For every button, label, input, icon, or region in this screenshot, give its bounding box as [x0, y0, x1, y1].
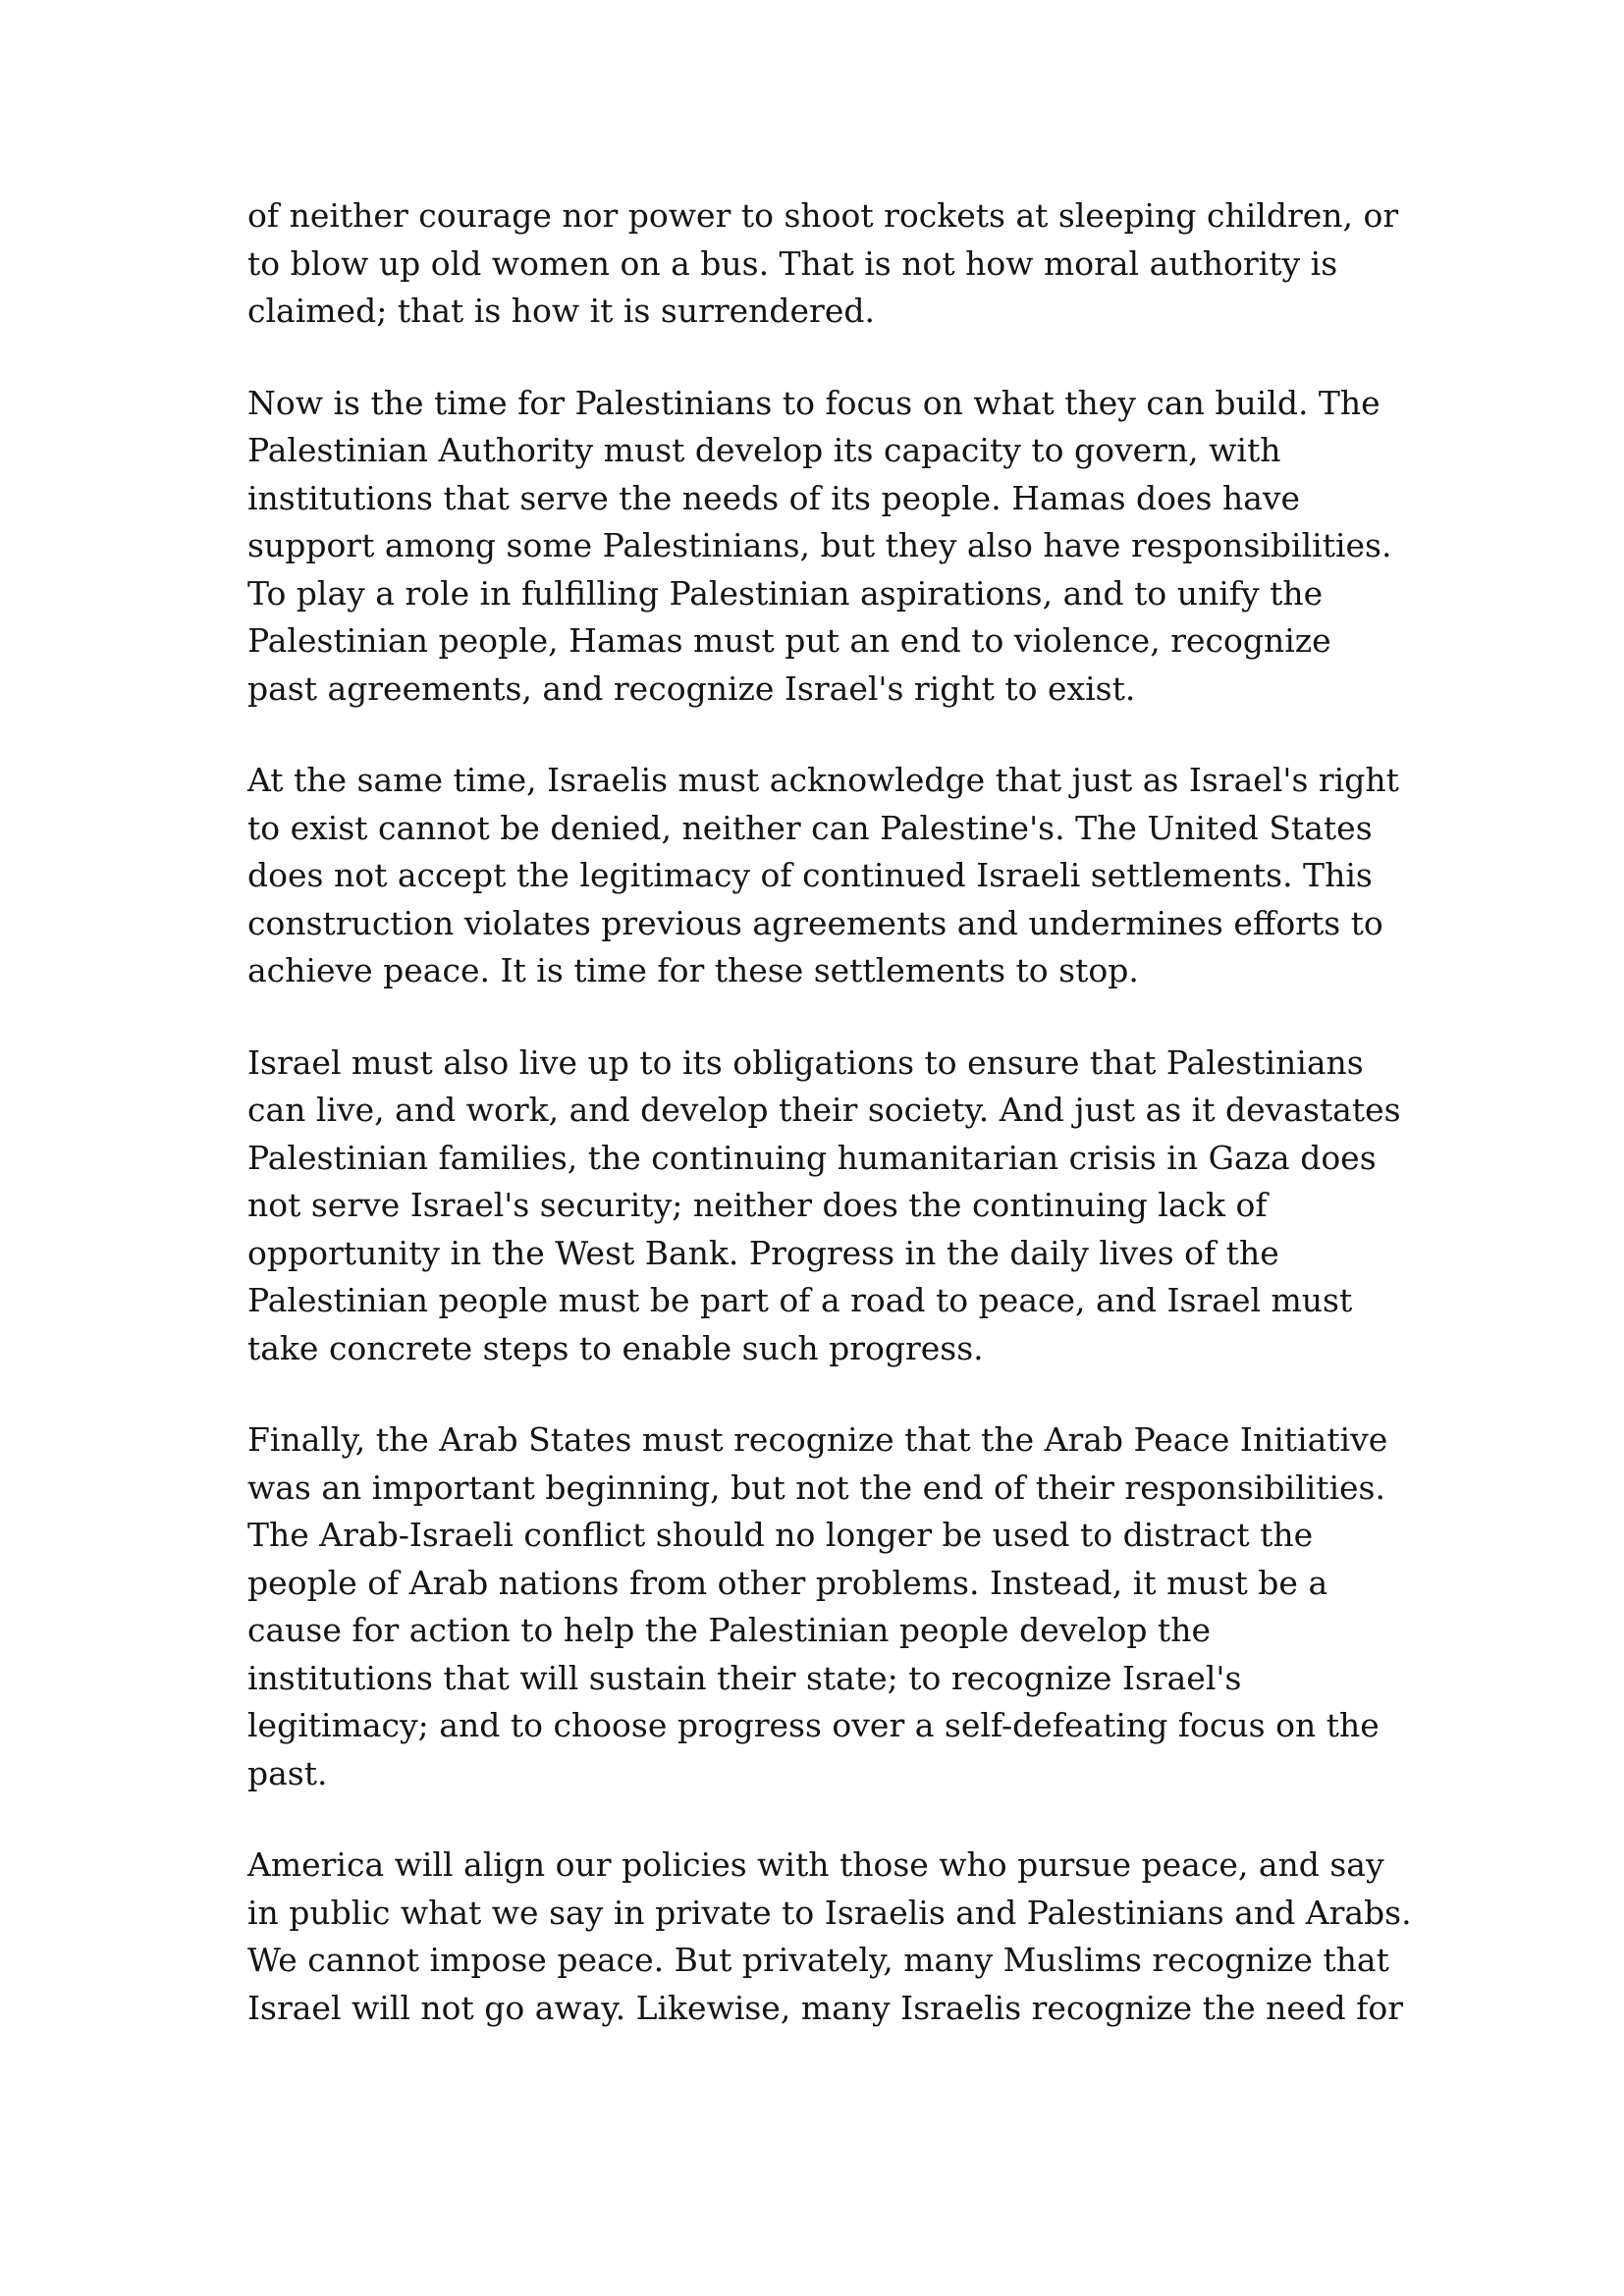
paragraph-5: Finally, the Arab States must recognize that the Arab Peace Initiative was an important beginning, but not the end of their responsibilities. The Arab-Israeli conflict should no longer be used to distract the people of Arab nations from other problems. Instead, it must be a cause for action to help the Palestinian people develop the institutions that will sustain their state; to recognize Israel's legitimacy; and to choose progress over a self-defeating focus on the past. [247, 1420, 1388, 1792]
paragraph-2: Now is the time for Palestinians to focus on what they can build. The Palestinian Authority must develop its capacity to govern, with institutions that serve the needs of its people. Hamas does have support among some Palestinians, but they also have responsibilities. To play a role in fulfilling Palestinian aspirations, and to unify the Palestinian people, Hamas must put an end to violence, recognize past agreements, and recognize Israel's right to exist. [247, 383, 1392, 708]
paragraph-4: Israel must also live up to its obligations to ensure that Palestinians can live, and work, and develop their society. And just as it devastates Palestinian families, the continuing humanitarian crisis in Gaza does not serve Israel's security; neither does the continuing lack of opportunity in the West Bank. Progress in the daily lives of the Palestinian people must be part of a road to peace, and Israel must take concrete steps to enable such progress. [247, 1042, 1401, 1367]
text-column [247, 192, 1412, 2076]
paragraph-3: At the same time, Israelis must acknowledge that just as Israel's right to exist cannot be denied, neither can Palestine's. The United States does not accept the legitimacy of continued Israeli settlements. This construction violates previous agreements and undermines efforts to achieve peace. It is time for these settlements to stop. [247, 761, 1399, 989]
paragraph-1: of neither courage nor power to shoot rockets at sleeping children, or to blow up old women on a bus. That is not how moral authority is claimed; that is how it is surrendered. [247, 196, 1399, 330]
paragraph-6: America will align our policies with those who pursue peace, and say in public what we say in private to Israelis and Palestinians and Arabs. We cannot impose peace. But privately, many Muslims recognize that Israel will not go away. Likewise, many Israelis recognize the need for [247, 1845, 1412, 2027]
